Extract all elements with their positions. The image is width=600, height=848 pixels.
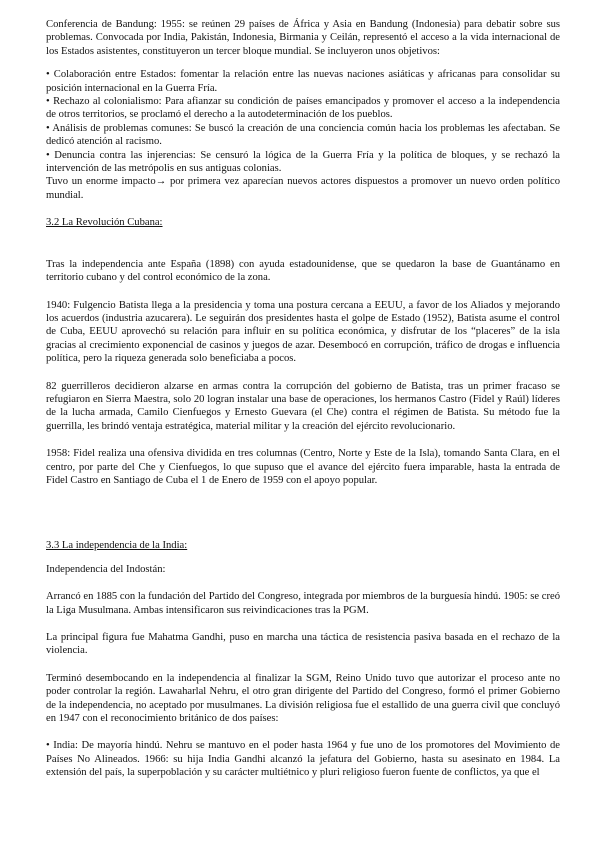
- bandung-objective-anticolonialism: • Rechazo al colonialismo: Para afianzar su condición de países emancipados y promover el acceso a la independencia de otros territorios, se proclamó el derecho a la autodeterminación de los pueblos.: [46, 96, 560, 121]
- india-bullet-paragraph: • India: De mayoría hindú. Nehru se mantuvo en el poder hasta 1964 y fue uno de los promotores del Movimiento de Países No Alineados. 1966: su hija India Gandhi alcanzó la jefatura del Gobierno, hasta su asesinato en 1984. La extensión del país, la superpoblación y su carácter multiétnico y pluri religioso fueron fuente de conflictos, ya que el: [46, 740, 560, 779]
- bandung-objective-interference: • Denuncia contra las injerencias: Se censuró la lógica de la Guerra Fría y la política de bloques, y se rechazó la intervención de las metrópolis en sus antiguas colonias.: [46, 149, 560, 175]
- cuba-paragraph: 82 guerrilleros decidieron alzarse en armas contra la corrupción del gobierno de Batista, tras un primer fracaso se refugiaron en Sierra Maestra, solo 20 logran instalar una base de operaciones, los hermanos Castro (Fidel y Raúl) líderes de la lucha armada, Camilo Cienfuegos y Ernesto Guevara (el Che) contra el régimen de Batista. Su método fue la guerrilla, les brindó ventaja estratégica, material militar y la creación del ejército revolucionario.: [46, 380, 560, 432]
- cuba-section-heading: 3.2 La Revolución Cubana:: [46, 217, 163, 229]
- india-paragraph: La principal figura fue Mahatma Gandhi, puso en marcha una táctica de resistencia pasiva basada en el rechazo de la violencia.: [46, 632, 560, 657]
- cuba-paragraph: 1940: Fulgencio Batista llega a la presidencia y toma una postura cercana a EEUU, a favor de los Aliados y mejorando los acuerdos (industria azucarera). Le seguirán dos presidentes hasta el golpe de Estado (1952), Batista asume el control de Cuba, EEUU aprovechó su relación para influir en su política económica, y disfrutar de los “placeres” de la isla gracias al crecimiento exponencial de casinos y juegos de azar. Desembocó en corrupción, tráfico de drogas e influencia política, pero la riqueza generada solo beneficiaba a pocos.: [46, 299, 560, 365]
- bandung-impact-paragraph: Tuvo un enorme impacto→ por primera vez aparecían nuevos actores dispuestos a promover un nuevo orden político mundial.: [46, 176, 560, 201]
- document-page: [46, 18, 560, 780]
- india-subheading: Independencia del Indostán:: [46, 563, 166, 575]
- bandung-intro-paragraph: Conferencia de Bandung: 1955: se reúnen 29 países de África y Asia en Bandung (Indonesia) para debatir sobre sus problemas. Convocada por India, Pakistán, Indonesia, Birmania y Ceilán, representó el acceso a la vida internacional de los Estados asistentes, constituyeron un tercer bloque mundial. Se incluyeron unos objetivos:: [46, 19, 560, 57]
- india-paragraph: Terminó desembocando en la independencia al finalizar la SGM, Reino Unido tuvo que autorizar el proceso ante no poder controlar la región. Lawaharlal Nehru, el otro gran dirigente del Partido del Congreso, formó el primer Gobierno de la independencia, no aceptado por musulmanes. La división religiosa fue el estallido de una guerra civil que concluyó en 1947 con el reconocimiento británico de dos países:: [46, 672, 560, 725]
- cuba-paragraph: Tras la independencia ante España (1898) con ayuda estadounidense, que se quedaron la base de Guantánamo en territorio cubano y del control económico de la zona.: [46, 258, 560, 284]
- cuba-paragraph: 1958: Fidel realiza una ofensiva dividida en tres columnas (Centro, Norte y Este de la Isla), tomando Santa Clara, en el centro, por parte del Che y Cienfuegos, lo que supuso que el avance del ejército fuera imparable, hasta la entrada de Fidel Castro en Santiago de Cuba el 1 de Enero de 1959 con el apoyo popular.: [46, 448, 560, 486]
- india-paragraph: Arrancó en 1885 con la fundación del Partido del Congreso, integrada por miembros de la burguesía hindú. 1905: se creó la Liga Musulmana. Ambas intensificaron sus reivindicaciones tras la PGM.: [46, 591, 560, 616]
- india-section-heading: 3.3 La independencia de la India:: [46, 540, 188, 552]
- bandung-objective-cooperation: • Colaboración entre Estados: fomentar la relación entre las nuevas naciones asiáticas y africanas para consolidar su posición internacional en la Guerra Fría.: [46, 69, 560, 94]
- bandung-objective-common-problems: • Análisis de problemas comunes: Se buscó la creación de una conciencia común hacia los problemas les afectaban. Se dedicó atención al racismo.: [46, 122, 560, 148]
